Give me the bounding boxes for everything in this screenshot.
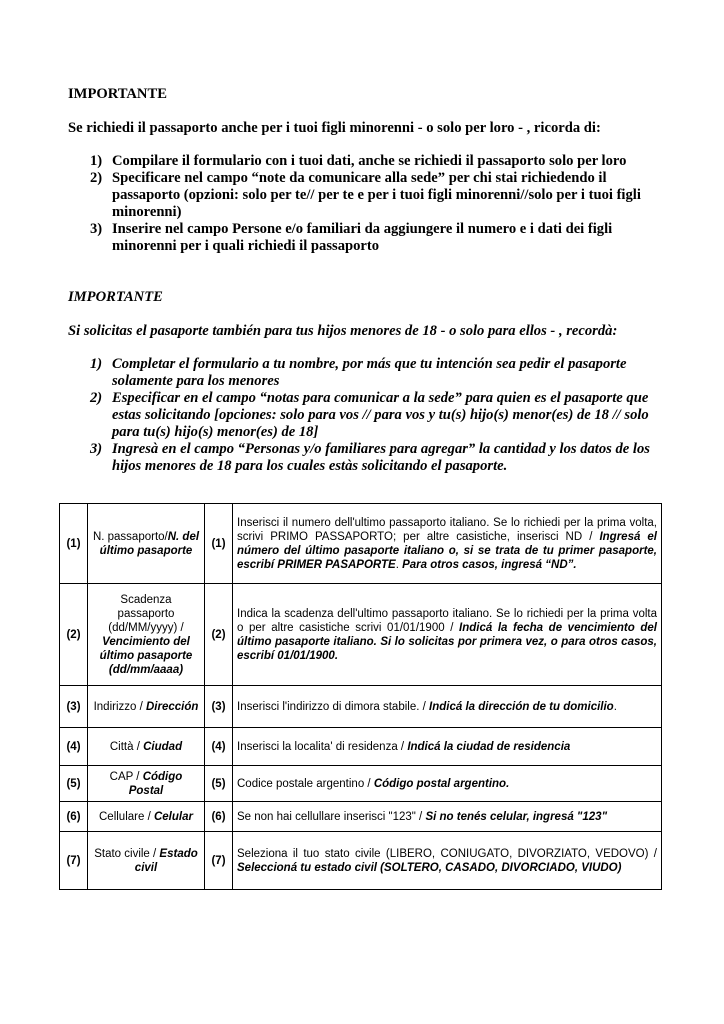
table-row: (3) Indirizzo / Dirección (3) Inserisci l'indirizzo di dimora stabile. / Indicá la dirección de tu domicilio. [60, 686, 662, 728]
list-item: 1) Completar el formulario a tu nombre, por más que tu intención sea pedir el pasaporte solamente para los menores [90, 356, 627, 389]
list-item: 2) Specificare nel campo “note da comunicare alla sede” per chi stai richiedendo il passaporto (opzioni: solo per te// per te e per i tuoi figli minorenni//solo per i tuoi figli minorenni) [90, 170, 641, 220]
list-item: 3) Ingresà en el campo “Personas y/o familiares para agregar” la cantidad y los datos de los hijos menores de 18 para los cuales estàs solicitando el pasaporte. [90, 441, 650, 474]
table-row: (7) Stato civile / Estado civil (7) Seleziona il tuo stato civile (LIBERO, CONIUGATO, DIVORZIATO, VEDOVO) / Seleccioná tu estado civil (SOLTERO, CASADO, DIVORCIADO, VIUDO) [60, 832, 662, 890]
table-row: (4) Città / Ciudad (4) Inserisci la localita' di residenza / Indicá la ciudad de residencia [60, 728, 662, 766]
intro-spanish: Si solicitas el pasaporte también para tus hijos menores de 18 - o solo para ellos - , recordà: [68, 323, 618, 339]
instructions-block [68, 86, 658, 475]
list-italian [68, 153, 658, 255]
heading-italian: IMPORTANTE [68, 86, 167, 102]
table-row: (2) Scadenza passaporto (dd/MM/yyyy) / Vencimiento del último pasaporte (dd/mm/aaaa) (2) Indica la scadenza dell'ultimo passaporto italiano. Se lo richiedi per la prima volta o per altre casistiche scrivi 01/01/1900 / Indicá la fecha de vencimiento del último pasaporte italiano. Si lo solicitas por primera vez, o para otros casos, escribí 01/01/1900. [60, 584, 662, 686]
table-row: (6) Cellulare / Celular (6) Se non hai cellullare inserisci "123" / Si no tenés celular, ingresá "123" [60, 802, 662, 832]
table-row: (5) CAP / Código Postal (5) Codice postale argentino / Código postal argentino. [60, 766, 662, 802]
list-item: 1) Compilare il formulario con i tuoi dati, anche se richiedi il passaporto solo per loro [90, 153, 627, 169]
intro-italian: Se richiedi il passaporto anche per i tuoi figli minorenni - o solo per loro - , ricorda di: [68, 120, 601, 136]
table-row: (1) N. passaporto/N. del último pasaporte (1) Inserisci il numero dell'ultimo passaporto italiano. Se lo richiedi per la prima volta, scrivi PRIMO PASSAPORTO; per altre casistiche, inserisci ND / Ingresá el número del último pasaporte italiano o, si se trata de tu primer pasaporte, escribí PRIMER PASAPORTE. Para otros casos, ingresá “ND”. [60, 504, 662, 584]
list-item: 3) Inserire nel campo Persone e/o familiari da aggiungere il numero e i dati dei figli minorenni per i quali richiedi il passaporto [90, 221, 613, 254]
fields-table [59, 503, 662, 890]
list-spanish [68, 356, 658, 475]
list-item: 2) Especificar en el campo “notas para comunicar a la sede” para quien es el pasaporte que estas solicitando [opciones: solo para vos // para vos y tu(s) hijo(s) menor(es) de 18 // solo para tu(s) hijo(s) menor(es) de 18] [90, 390, 649, 440]
heading-spanish: IMPORTANTE [68, 289, 163, 305]
